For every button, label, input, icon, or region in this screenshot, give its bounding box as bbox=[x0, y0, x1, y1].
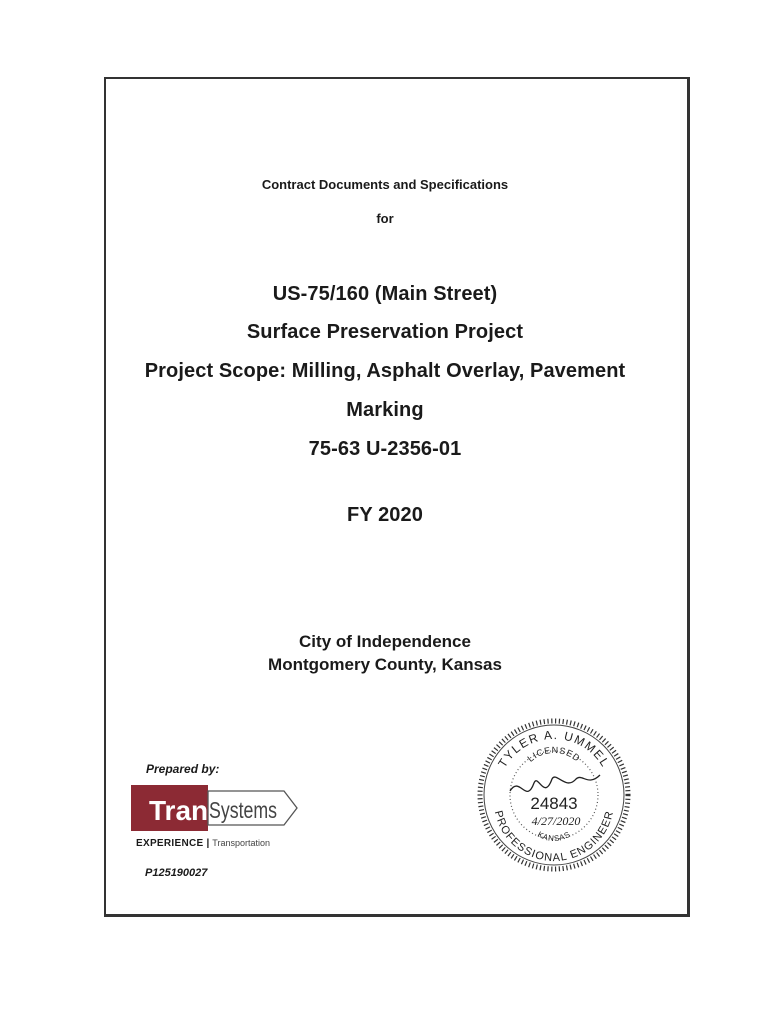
seal-title: PROFESSIONAL ENGINEER bbox=[491, 809, 617, 865]
logo-text-systems: Systems bbox=[209, 797, 277, 823]
for-text: for bbox=[376, 211, 394, 226]
city-name: City of Independence bbox=[299, 632, 471, 651]
professional-engineer-seal bbox=[476, 717, 632, 873]
logo-text-tran: Tran bbox=[149, 795, 209, 826]
project-title-line-2: Surface Preservation Project bbox=[246, 321, 524, 343]
project-number: P125190027 bbox=[145, 867, 208, 879]
county-name: Montgomery County, Kansas bbox=[268, 655, 502, 674]
transystems-logo bbox=[131, 785, 301, 831]
prepared-by-label: Prepared by: bbox=[146, 762, 220, 776]
project-title-line-1: US-75/160 (Main Street) bbox=[272, 283, 498, 305]
fiscal-year: FY 2020 bbox=[347, 504, 423, 526]
seal-licensed: LICENSED bbox=[525, 744, 583, 764]
contract-documents-heading: Contract Documents and Specifications bbox=[261, 177, 509, 192]
seal-state: KANSAS bbox=[535, 829, 573, 844]
project-number-line: 75-63 U-2356-01 bbox=[308, 438, 462, 460]
seal-license-number: 24843 bbox=[530, 794, 578, 813]
tagline-transportation: Transportation bbox=[212, 838, 270, 848]
logo-tagline bbox=[136, 838, 270, 849]
tagline-separator: | bbox=[206, 838, 210, 849]
project-scope-line-cont: Marking bbox=[346, 399, 424, 421]
tagline-experience: EXPERIENCE bbox=[136, 838, 204, 849]
seal-name: TYLER A. UMMEL bbox=[495, 727, 613, 771]
seal-date: 4/27/2020 bbox=[531, 814, 581, 828]
project-scope-line: Project Scope: Milling, Asphalt Overlay, Pavement bbox=[144, 360, 626, 382]
seal-signature bbox=[510, 775, 600, 791]
